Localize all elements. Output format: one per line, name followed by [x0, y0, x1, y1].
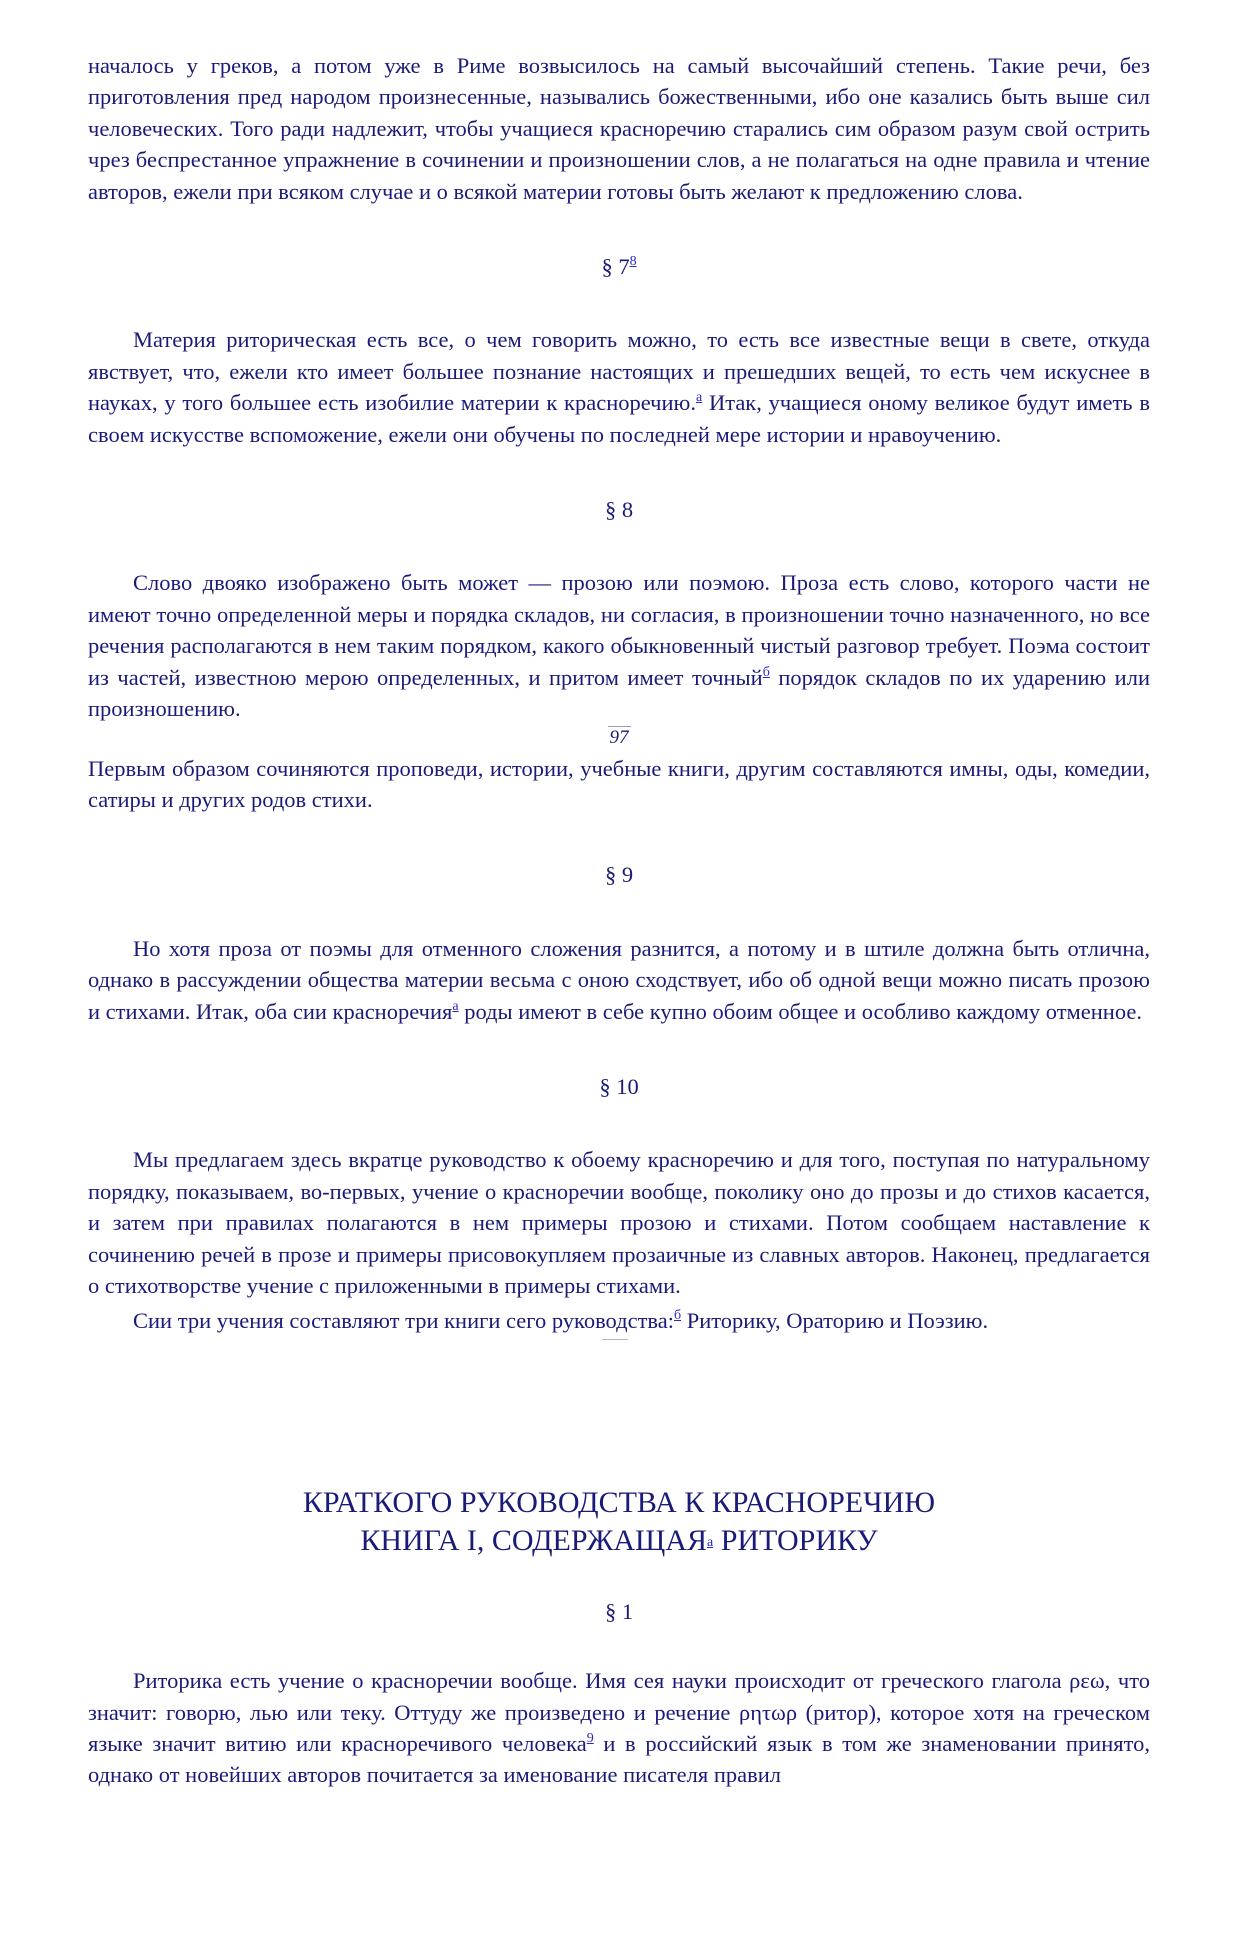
- section-10-paragraph: Мы предлагаем здесь вкратце руководство к обоему красноречию и для того, поступая по натуральному порядку, показываем, во-первых, учение о красноречии вообще, поколику оно до прозы и до стихов касается, и затем при правилах полагаются в нем примеры прозою и стихами. Потом сообщаем наставление к сочинению речей в прозе и примеры присовокупляем прозаичные из славных авторов. Наконец, предлагается о стихотворстве учение с приложенными в примеры стихами.: [88, 1147, 1150, 1298]
- section-1-text-b: и в российский язык в том же знаменовании принято, однако от новейших авторов почитается за именование писателя правил: [88, 1731, 1151, 1788]
- document-page: [88, 50, 1150, 1791]
- footnote-link-a[interactable]: а: [706, 1534, 714, 1550]
- book-title-line-2-a: КНИГА I, СОДЕРЖАЩАЯ: [360, 1523, 707, 1557]
- intro-paragraph: началось у греков, а потом уже в Риме возвысилось на самый высочайший степень. Такие речи, без приготовления пред народом произнесенные, назывались божественными, ибо оне казались быть выше сил человеческих. Того ради надлежит, чтобы учащиеся красноречию старались сим образом разум свой острить чрез беспрестанное упражнение в сочинении и произношении слов, а не полагаться на одне правила и чтение авторов, ежели при всяком случае и о всякой материи готовы быть желают к предложению слова.: [88, 53, 1150, 204]
- footnote-link-9[interactable]: 9: [586, 1731, 594, 1746]
- page-number: 97: [609, 726, 629, 748]
- footnote-link-8[interactable]: 8: [629, 254, 637, 270]
- section-7-paragraph: [88, 324, 1150, 450]
- section-9-paragraph: [88, 933, 1150, 1027]
- section-9-heading: § 9: [604, 862, 634, 888]
- book-title-line-2: [88, 1522, 1150, 1560]
- section-10-paragraph-2: [88, 1305, 1150, 1336]
- section-8-heading: § 8: [604, 497, 634, 523]
- section-10-text2-a: Сии три учения составляют три книги сего руководства:: [133, 1308, 674, 1334]
- section-1-paragraph: [88, 1665, 1150, 1791]
- section-8-text-a: Слово двояко изображено быть может — прозою или поэмою. Проза есть слово, которого части не имеют точно определенной меры и порядка складов, ни согласия, в произношении точно назначенного, но все речения располагаются в нем таким порядком, какого обыкновенный чистый разговор требует. Поэма состоит из частей, известною мерою определенных, и притом имеет точный: [88, 570, 1150, 690]
- section-8-paragraph: [88, 567, 1150, 724]
- footnote-link-b[interactable]: б: [762, 664, 770, 680]
- section-10-heading: § 10: [599, 1073, 639, 1099]
- section-9-text-b: роды имеют в себе купно обоим общее и особливо каждому отменное.: [458, 998, 1142, 1024]
- book-title: [88, 1484, 1150, 1560]
- section-7-text-a: Материя риторическая есть все, о чем говорить можно, то есть все известные вещи в свете, откуда явствует, что, ежели кто имеет большее познание настоящих и прешедших вещей, то есть чем искуснее в науках, у того большее есть изобилие материи к красноречию.: [88, 327, 1150, 416]
- section-1-text-a: Риторика есть учение о красноречии вообще. Имя сея науки происходит от греческого глагола ρεω, что значит: говорю, лью или теку. Оттуду же произведено и речение ρητωρ (ритор), которое хотя на греческом языке значит витию или красноречивого человека: [88, 1668, 1150, 1756]
- book-title-line-2-b: РИТОРИКУ: [713, 1523, 878, 1557]
- section-7-heading-text: § 7: [601, 254, 630, 280]
- section-7-heading: [88, 251, 1150, 282]
- section-7-text-b: Итак, учащиеся оному великое будут иметь в своем искусстве вспоможение, ежели они обучены по последней мере истории и нравоучению.: [88, 390, 1150, 447]
- section-1-heading: § 1: [604, 1598, 634, 1624]
- section-10-text2-b: Риторику, Ораторию и Поэзию.: [681, 1308, 989, 1334]
- footnote-link-a[interactable]: а: [452, 998, 459, 1014]
- section-9-text-a: Но хотя проза от поэмы для отменного сложения разнится, а потому и в штиле должна быть отлична, однако в рассуждении общества материи весьма с оною сходствует, ибо об одной вещи можно писать прозою и стихами. Итак, оба сии красноречия: [88, 935, 1150, 1024]
- section-8-text-b: порядок складов по их ударению или произношению.: [88, 664, 1150, 722]
- book-title-line-1: КРАТКОГО РУКОВОДСТВА К КРАСНОРЕЧИЮ: [302, 1485, 936, 1519]
- footnote-link-b[interactable]: б: [673, 1308, 682, 1324]
- page-break-rule: [602, 1339, 628, 1340]
- section-8-continuation: Первым образом сочиняются проповеди, истории, учебные книги, другим составляются имны, оды, комедии, сатиры и других родов стихи.: [88, 755, 1150, 812]
- footnote-link-a[interactable]: а: [695, 390, 703, 406]
- page-number-marker: [88, 727, 1150, 749]
